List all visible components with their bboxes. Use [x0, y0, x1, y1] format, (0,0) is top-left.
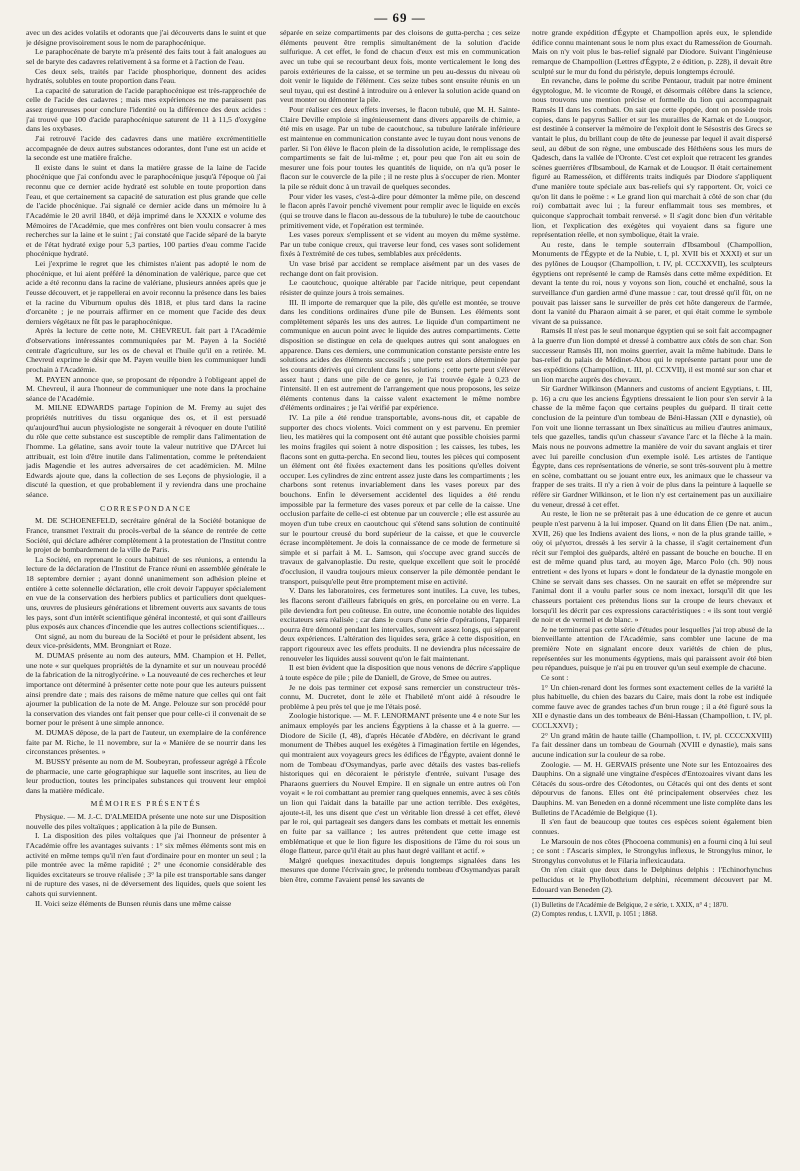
paragraph: Pour vider les vases, c'est-à-dire pour démonter la même pile, on descend le flacon après l'avoir penché vivement pour remplir avec le liquide en excès (qui se trouve dans le flacon au-dessous de la tubulure) le tube de caoutchouc primitivement vide, et l'opération est terminée.: [280, 191, 520, 230]
paragraph: Physique. — M. J.-C. D'ALMEIDA présente une note sur une Disposition nouvelle des piles voltaïques ; application à la pile de Bunsen.: [26, 812, 266, 831]
paragraph: Malgré quelques inexactitudes depuis longtemps signalées dans les mesures que donne l'écrivain grec, le prétendu tombeau d'Osymandyas paraît bien être, comme l'avaient pensé les savants de: [280, 855, 520, 884]
paragraph: Ce sont :: [541, 672, 569, 682]
paragraph: Lei j'exprime le regret que les chimistes n'aient pas adopté le nom de phocénique, et lui aient préféré la dénomination de valérique, parce que cet acide a été reconnu dans la racine de valériane, plusieurs années après que je l'eusse découvert, et je rappellerai en avoir reconnu la présence dans les baies et la racine du Viburnum opulus dès 1818, et plus tard dans la racine d'orcanète ; je ne pourrais affirmer en ce moment que l'acide des deux derniers végétaux ne fût pas le paraphocénique.: [26, 259, 266, 326]
paragraph: Le caoutchouc, quoique altérable par l'acide nitrique, peut cependant résister de quinze jours à trois semaines.: [280, 278, 520, 297]
footnote: (2) Comptes rendus, t. LXVII, p. 1051 ; 1868.: [532, 910, 658, 918]
paragraph: Ont signé, au nom du bureau de la Société et pour le président absent, les deux vice-présidents, MM. Brongniart et Roze.: [26, 631, 266, 651]
paragraph: Les vases poreux s'emplissent et se vident au moyen du même système. Par un tube conique creux, qui traverse leur fond, ces vases sont solidement fixés à l'extrémité de ces tubes, semblables aux précédents.: [280, 230, 520, 259]
paragraph: notre grande expédition d'Égypte et Champollion après eux, le splendide édifice connu maintenant sous le nom plus exact du Ramesséion de Gournah. Mais on n'y voit plus le bas-relief signalé par Diodore. Suivant l'ingénieuse remarque de Champollion (Lettres d'Égypte, 2 e édition, p. 228), il devait être sculpté sur le mur du fond du péristyle, depuis longtemps écroulé.: [532, 28, 772, 76]
paragraph: Zoologie. — M. H. GERVAIS présente une Note sur les Entozoaires des Dauphins. On a signalé une vingtaine d'espèces d'Entozoaires vivant dans les Cétacés du sous-ordre des Cétodontes, ou Cétacés qui ont des dents et sont dépourvus de fanons. Elles ont été principalement observées chez les Dauphins. M. van Beneden en a donné récemment une liste complète dans les Bulletins de l'Académie de Belgique (1).: [532, 759, 772, 817]
paragraph: Il s'en faut de beaucoup que toutes ces espèces soient également bien connues.: [532, 817, 772, 836]
paragraph: I. La disposition des piles voltaïques que j'ai l'honneur de présenter à l'Académie offre les avantages suivants : 1° six mêmes éléments sont mis en activité en même temps qu'il n'en faut d'ordinaire pour en monter un seul ; la pile montrée avec la même rapidité ; 2° une économie considérable des liquides excitateurs se trouve réalisée ; 3° la pile est transportable sans danger ni de rupture des vases, ni de déversement des liquides, quels que soient les cahots qui surviennent.: [26, 831, 266, 898]
paragraph: M. DE SCHOENEFELD, secrétaire général de la Société botanique de France, transmet l'extrait du procès-verbal de la séance de rentrée de cette Société, qui déclare adhérer complètement à la protestation de l'Institut contre le projet de bombardement de la ville de Paris.: [26, 516, 266, 555]
paragraph: Il est bien évident que la disposition que nous venons de décrire s'applique à toute espèce de pile ; pile de Daniell, de Grove, de Smee ou autres.: [280, 663, 520, 682]
paragraph: M. DUMAS présente au nom des auteurs, MM. Champion et H. Pellet, une note « sur quelques propriétés de la dynamite et sur un nouveau procédé de la fabrication de la nitroglycérine. » La nouveauté de ces recherches et leur importance ont déterminé à présenter cette note pour que les auteurs puissent ainsi prendre date ; mais des raisons de même nature que celles qui ont fait ajourner la publication de la note de M. Ange. Pelouze sur son procédé pour la conservation des viandes ont fait penser que pour celle-ci il convenait de se borner pour le présent à une simple annonce.: [26, 651, 266, 728]
paragraph: V. Dans les laboratoires, ces fermetures sont inutiles. La cuve, les tubes, les flacons seront d'ailleurs fabriqués en grès, en porcelaine ou en verre. La pile deviendra fort peu coûteuse. En outre, une économie notable des liquides excitateurs sera réalisée ; car dans le cours d'une série d'opérations, l'appareil pourra être démonté pendant les intervalles, souvent assez longs, qui séparent deux expériences. L'altération des liquides sera, grâce à cette disposition, en rapport rigoureux avec les effets produits. Il ne deviendra plus nécessaire de renouveler les liquides aussi souvent qu'on le fait maintenant.: [280, 586, 520, 663]
paragraph: Je ne terminerai pas cette série d'études pour lesquelles j'ai trop abusé de la bienveillante attention de l'Académie, sans combler une lacune de ma première Note en signalant encore deux variétés de chien de plus, représentées sur les monuments égyptiens, mais qui paraissent avoir été bien peu répandues, puisque je n'ai pu en trouver qu'un seul exemple de chacune.: [532, 624, 772, 673]
paragraph: La capacité de saturation de l'acide paraphocénique est très-rapprochée de celle de l'acide des cadavres ; mais mes expériences ne me paraissent pas assez rigoureuses pour conclure l'identité ou la différence des deux acides : j'ai trouvé que 100 d'acide paraphocénique saturent de 11 à 11,5 d'oxygène dans les oxybases.: [26, 85, 266, 134]
section-heading-memoires: MÉMOIRES PRÉSENTÉS: [90, 799, 202, 809]
paragraph: M. DUMAS dépose, de la part de l'auteur, un exemplaire de la conférence faite par M. Riche, le 11 novembre, sur la « Manière de se nourrir dans les circonstances présentes. »: [26, 728, 266, 757]
footnote: (1) Bulletins de l'Académie de Belgique, 2 e série, t. XXIX, n° 4 ; 1870.: [532, 902, 728, 910]
paragraph: M. MILNE EDWARDS partage l'opinion de M. Fremy au sujet des propriétés nutritives du tissu organique des os, et il est persuadé qu'aujourd'hui aucun physiologiste ne songerait à révoquer en doute l'utilité du rôle que cette substance est susceptible de remplir dans l'alimentation de l'homme. La gélatine, sans avoir toute la valeur nutritive que D'Arcet lui attribuait, est loin d'être inutile dans l'alimentation, comme le prétendaient jadis Magendie et les autres adversaires de cet académicien. M. Milne Edwards ajoute que, dans la collection de ses Leçons de physiologie, il a discuté la question, et que probablement il y reviendra dans une prochaine séance.: [26, 403, 266, 499]
paragraph: M. BUSSY présente au nom de M. Soubeyran, professeur agrégé à l'École de pharmacie, une carte géographique sur laquelle sont inscrites, au lieu de leur production, toutes les principales substances qui trouvent leur emploi dans la matière médicale.: [26, 756, 266, 795]
paragraph: J'ai retrouvé l'acide des cadavres dans une matière excrémentitielle accompagnée de deux autres substances odorantes, dont l'une est un acide et la seconde est une matière fraîche.: [26, 133, 266, 163]
paragraph: Un vase brisé par accident se remplace aisément par un des vases de rechange dont on fait provision.: [280, 259, 520, 278]
paragraph: Ramsès II n'est pas le seul monarque égyptien qui se soit fait accompagner à la guerre d'un lion dompté et dressé à combattre aux côtés de son char. Son successeur Ramsès III, non moins guerrier, avait la même habitude. Dans le bas-relief du palais de Médinet-Abou qui le représente partant pour une de ses expéditions (Champollion, t. III, pl. CCXVII), il est monté sur son char et un lion marche auprès des chevaux.: [532, 326, 772, 384]
paragraph: Au reste, dans le temple souterrain d'Ibsamboul (Champollion, Monuments de l'Égypte et de la Nubie, t. I, pl. XVII bis et XXXI) et sur un des pylônes de Louqsor (Champollion, t. IV, pl. CCCXXVII), les sculpteurs égyptiens ont représenté le camp de Ramsès dans cette même expédition. Et devant la tente du roi, nous y voyons son lion, couché et enchaîné, sous la surveillance d'un gardien armé d'une massue : car, tout dressé qu'il fût, on ne pouvait pas laisser sans le surveiller de près cet hôte dangereux de l'armée, dont la vanité du Pharaon aimait à se parer, et qui était comme le symbole vivant de sa puissance.: [532, 239, 772, 326]
paragraph: On n'en citait que deux dans le Delphinus delphis : l'Echinorhynchus pellucidus et le Phyllobothrium delphini, récemment découvert par M. Edouard van Beneden (2).: [532, 865, 772, 894]
column-2: [280, 28, 520, 1166]
paragraph: Au reste, le lion ne se prêterait pas à une éducation de ce genre et aucun peuple n'est parvenu à la lui imposer. Quand on lit dans Élien (De nat. anim., XVII, 26) que les Indiens avaient des lions, « non de la plus grande taille, » οὐχ οἱ μέγιστοι, dressés à les servir à la chasse, il s'agit certainement d'un récit sur l'emploi des guépards, altéré en passant de bouche en bouche. Il en est de même quand plus tard, au moyen âge, Marco Polo (ch. 90) nous entretient « des lyons et lupars » dont le fondateur de la dynastie mongole en Chine se servait dans ses chasses. On ne saurait en effet se méprendre sur l'animal dont il a voulu parler sous ce nom inexact, lorsqu'il dit que les chasseurs portaient ces prétendus lions sur la croupe de leurs chevaux et lorsqu'il les décrit par ces expressions caractéristiques : « ils sont tout vergié de noir et de vermeil et de blanc. »: [532, 509, 772, 625]
footnotes: [532, 902, 772, 919]
column-3: [532, 28, 772, 1166]
paragraph: séparée en seize compartiments par des cloisons de gutta-percha ; ces seize éléments peuvent être remplis simultanément de la solution d'acide sulfurique. A cet effet, le fond de chacun d'eux est mis en communication avec un tube qui se recourbant deux fois, monte verticalement le long des parois extérieures de la caisse, et se termine un peu au-dessus du niveau où doit venir le liquide de l'élément. Ces seize tubes sont ensuite réunis en un seul tuyau, qui est destiné à introduire ou à enlever la solution acide quand on veut monter ou démonter la pile.: [280, 28, 520, 105]
paragraph: Il existe dans le suint et dans la matière grasse de la laine de l'acide phocénique que j'ai confondu avec le paraphocénique jusqu'à l'époque où j'ai reconnu que ce dernier acide hydraté est soluble en toute proportion dans l'eau, et que certainement sa capacité de saturation est plus grande que celle de l'acide phocénique. J'ai signalé ce dernier acide dans un mémoire lu à l'Académie le 20 avril 1840, et déjà imprimé dans le XXXIX e volume des Mémoires de l'Académie, que mes confrères ont bien voulu consacrer à mes recherches sur la laine et le suint ; j'ai constaté que l'acide séparé de la baryte et de l'état hydraté exige pour 5,3 parties, 100 parties d'eau comme l'acide phocénique hydraté.: [26, 162, 266, 259]
column-1: [26, 28, 266, 1166]
paragraph: 1° Un chien-renard dont les formes sont exactement celles de la variété la plus habituelle, du chien des bazars du Caire, mais dont la robe est indiquée comme fauve avec de grandes taches d'un brun rouge ; il a été figuré sous la XII e dynastie dans un des tombeaux de Béni-Hassan (Champollion, t. IV, pl. CCCLXXVI) ;: [532, 682, 772, 730]
paragraph: Pour réaliser ces deux effets inverses, le flacon tubulé, que M. H. Sainte-Claire Deville emploie si ingénieusement dans divers appareils de chimie, a été mis en usage. Par un tube de caoutchouc, sa tubulure latérale inférieure est maintenue en communication constante avec le tuyau dont nous venons de parler. Si l'on élève le flacon plein de la dissolution acide, le remplissage des compartiments se fait de lui-même ; et, pour peu que l'on ait eu soin de mesurer une fois pour toutes les quantités de liquide, on n'a qu'à poser le flacon sur le couvercle de la pile ; il ne reste plus à s'occuper de rien. Monter la pile se réduit donc à un travail de quelques secondes.: [280, 105, 520, 191]
paragraph: Le Marsouin de nos côtes (Phocoena communis) en a fourni cinq à lui seul ; ce sont : l'Ascaris simplex, le Strongylus inflexus, le Strongylus minor, le Strongylus convolutus et le Filaria inflexicaudata.: [532, 836, 772, 865]
paragraph: Zoologie historique. — M. F. LENORMANT présente une 4 e note Sur les animaux employés par les anciens Égyptiens à la chasse et à la guerre. — Diodore de Sicile (I, 48), d'après Hécatée d'Abdère, en décrivant le grand monument de Thèbes auquel les exégètes à l'imagination fertile en légendes, qui montraient aux voyageurs grecs les édifices de l'Égypte, avaient donné le nom de Tombeau d'Osymandyas, parle avec détails des vastes bas-reliefs historiques qui en décoraient le péristyle d'entrée, suivant l'usage des Pharaons guerriers du Nouvel Empire. Il en signale un entre autres où l'on voyait « le roi combattant au premier rang quelques ennemis, avec à ses côtés un lion qui l'aidait dans la bataille par une action terrible. Des exégètes, ajoute-t-il, les uns disent que c'est un véritable lion dressé à cet effet, élevé par le roi, qui partageait ses dangers dans les combats et mettait les ennemis en fuite par sa vaillance ; les autres prétendent que cette image est emblématique et que le lion figure les dispositions de l'âme du roi sous un éloge flatteur, parce qu'il était au plus haut degré vaillant et actif. »: [280, 711, 520, 856]
paragraph: Sir Gardner Wilkinson (Manners and customs of ancient Egyptians, t. III, p. 16) a cru que les anciens Égyptiens dressaient le lion pour s'en servir à la chasse de la même façon que certains peuples du guépard. Il tirait cette conclusion de la peinture d'un tombeau de Béni-Hassan (XII e dynastie), où l'on voit une lionne terrassant un Ibex sinaïticus au milieu d'autres animaux, tels que gazelles, tandis qu'un chasseur s'avance l'arc et la flèche à la main. Mais nous ne pouvons admettre la manière de voir du savant anglais et tirer avec lui pareille conclusion d'un exemple isolé. Les artistes de l'antique Égypte, dans ces représentations de vénerie, se sont très-souvent plu à mettre en scène, combattant ou se jouant entre eux, les animaux que le chasseur va frapper de ses traits. Il n'y a rien à voir de plus dans la peinture à laquelle se réfère sir Gardner Wilkinson, et le lion n'y est certainement pas un auxiliaire du veneur, dressé à cet effet.: [532, 384, 772, 509]
paragraph: La Société, en reprenant le cours habituel de ses réunions, a entendu la lecture de la déclaration de l'Institut de France réuni en assemblée générale le 18 septembre dernier ; ayant donné unanimement son adhésion pleine et entière à cette solennelle déclaration, elle croit devoir l'appuyer spécialement en vue de la conservation des herbiers publics et particuliers dont quelques-uns, œuvres de plusieurs générations et librement ouverts aux savants de tous les pays, sont d'un intérêt scientifique général incontesté, et qui sont d'ailleurs plus exposés aux chances d'incendie que les autres collections scientifiques…: [26, 554, 266, 632]
paragraph: Après la lecture de cette note, M. CHEVREUL fait part à l'Académie d'observations intéressantes communiquées par M. Payen à la Société centrale d'agriculture, sur les os de cheval et l'huile qu'il en a retirée. M. Chevreul exprime le désir que M. Payen veuille bien les communiquer lundi prochain à l'Académie.: [26, 326, 266, 374]
paragraph: 2° Un grand mâtin de haute taille (Champollion, t. IV, pl. CCCCXXVIII) l'a fait dessiner dans un tombeau de Gournah (XVIII e dynastie), mais sans aucune indication sur la couleur de sa robe.: [532, 730, 772, 759]
section-heading-correspondance: CORRESPONDANCE: [100, 503, 192, 513]
paragraph: avec un des acides volatils et odorants que j'ai découverts dans le suint et que je désigne provisoirement sous le nom de paraphocénique.: [26, 28, 266, 47]
paragraph: III. Il importe de remarquer que la pile, dès qu'elle est montée, se trouve dans les conditions ordinaires d'une pile de Bunsen. Les éléments sont complètement séparés les uns des autres. Le liquide d'un compartiment ne communique en aucun point avec le liquide des autres compartiments. Cette disposition se distingue en cela de quelques autres qui sont analogues en apparence. Dans ces derniers, une communication constante persiste entre les solutions acides des éléments successifs ; une perte est alors déterminée par les courants dérivés qui circulent dans les solutions ; cette perte peut s'élever assez haut ; dans une pile de ce genre, je l'ai trouvée égale à 0,23 de l'intensité. Il en est autrement de l'arrangement que nous proposons, les seize éléments contenus dans la caisse valent exactement le même nombre d'éléments ordinaires ; je l'ai vérifié par expérience.: [280, 297, 520, 413]
paragraph: II. Voici seize éléments de Bunsen réunis dans une même caisse: [35, 898, 232, 908]
paragraph: IV. La pile a été rendue transportable, avons-nous dit, et capable de supporter des chocs violents. Voici comment on y est parvenu. En premier lieu, les matières qui la composent ont été autant que possible choisies parmi les moins fragiles qui soient à notre disposition ; les caisses, les tubes, les flacons sont en gutta-percha. En second lieu, toutes les pièces qui composent un élément ont été fixées exactement dans les positions qu'elles doivent occuper. Les cylindres de zinc entrent assez juste dans les compartiments ; les charbons sont retenus invariablement dans les vases poreux par des bouchons. Enfin le déversement accidentel des liquides a été rendu impossible par la fermeture des vases poreux et par celle de la caisse. Une occlusion parfaite de celle-ci est obtenue par un couvercle ; elle est assurée au moyen d'un tube creux en caoutchouc qui s'étend sans solution de continuité sur le pourtour creusé du bord supérieur de la caisse, et que le couvercle écrase incomplètement. Je dois la connaissance de ce mode de fermeture si simple et si parfait à M. L. Samson, qui s'occupe avec grand succès de travaux de galvanoplastie. Du reste, quelque excellent que soit le procédé d'occlusion, il vaudra toujours mieux conserver la pile démontée pendant le transport, puisqu'elle peut être promptement mise en activité.: [280, 413, 520, 586]
paragraph: Ces deux sels, traités par l'acide phosphorique, donnent des acides hydratés, solubles en toute proportion dans l'eau.: [26, 66, 266, 86]
footnote-divider: [532, 898, 604, 899]
paragraph: Je ne dois pas terminer cet exposé sans remercier un constructeur très-connu, M. Ducretet, dont le zèle et l'habileté m'ont aidé à résoudre le problème à peu près tel que je me l'étais posé.: [280, 682, 520, 711]
page-number: — 69 —: [374, 10, 426, 25]
paragraph: Le paraphocénate de baryte m'a présenté des faits tout à fait analogues au sel de baryte des cadavres relativement à sa forme et à l'action de l'eau.: [26, 47, 266, 66]
paragraph: En revanche, dans le poëme du scribe Pentaour, traduit par notre éminent égyptologue, M. le vicomte de Rougé, et désormais célèbre dans la science, nous trouvons une mention précise et formelle du lion qui accompagnait Ramsès II dans les combats. On sait que cette épopée, dont on possède trois copies, dans le papyrus Sallier et sur les murailles de Karnak et de Louqsor, est destinée à conserver la mémoire de l'exploit dont le Sésostris des Grecs se vantait le plus, du brillant coup de tête de jeunesse par lequel il avait dispersé seul, au début de son règne, une embuscade des Héthéens sous les murs de Qadesch, dans la vallée de l'Oronte. C'est cet exploit que retracent les grandes scènes guerrières d'Ibsamboul, de Karnak et de Louqsor. Il était certainement figuré au Ramesséion, et différents traits indiqués par Diodore s'appliquent d'une manière toute spéciale aux bas-reliefs qui s'y rapportent. Or, voici ce qu'on lit dans le poëme : « Le grand lion qui marchait à côté de son char (du roi) combattait avec lui ; la fureur enflammait tous ses membres, et quiconque s'approchait tombait renversé. » Il s'agit donc bien d'un véritable lion, et l'explication des exégètes qui voyaient dans sa figure une représentation réelle, et non symbolique, était la vraie.: [532, 76, 772, 240]
paragraph: M. PAYEN annonce que, se proposant de répondre à l'obligeant appel de M. Chevreul, il aura l'honneur de communiquer une note dans la prochaine séance de l'Académie.: [26, 374, 266, 403]
